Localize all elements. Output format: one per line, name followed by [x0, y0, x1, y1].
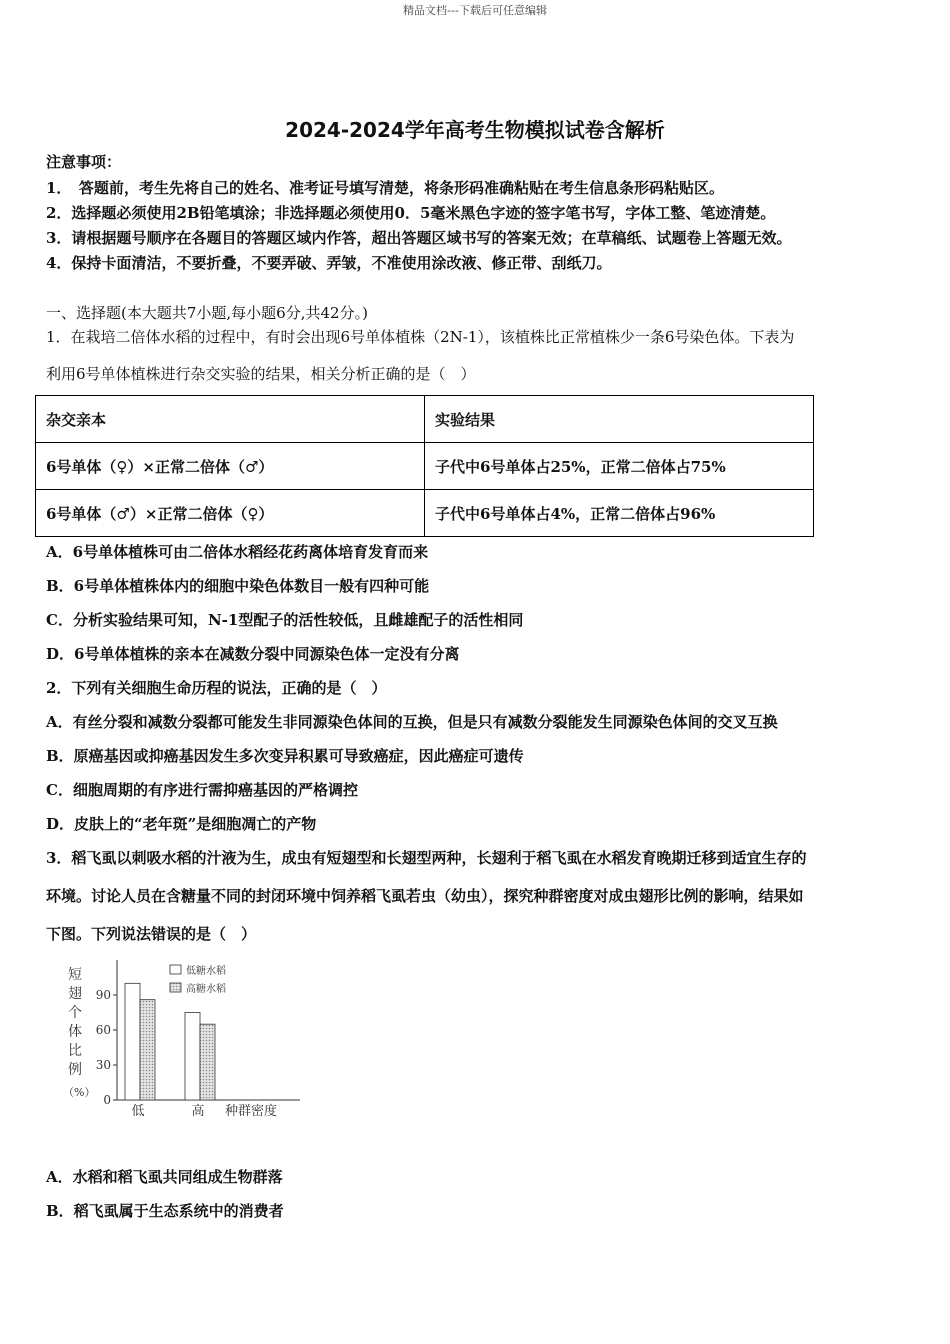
- legend-label-low-sugar: 低糖水稻: [186, 966, 226, 977]
- q3-option-b: B．稻飞虱属于生态系统中的消费者: [46, 1202, 284, 1220]
- q1-option-b: B．6号单体植株体内的细胞中染色体数目一般有四种可能: [46, 577, 430, 595]
- y-tick-label: 0: [103, 1093, 111, 1107]
- q3-stem-line: 下图。下列说法错误的是（ ）: [46, 925, 257, 943]
- x-category-label: 低: [131, 1104, 145, 1119]
- legend-swatch-high-sugar: [170, 983, 181, 992]
- y-axis-label-char: 个: [68, 1005, 82, 1021]
- y-axis-label-char: 翅: [68, 986, 82, 1002]
- bar-high-sugar: [140, 1000, 155, 1100]
- bar-low-sugar: [185, 1013, 200, 1101]
- table-cell: 6号单体（♂）×正常二倍体（♀）: [36, 490, 425, 537]
- document-title: 2024-2024学年高考生物模拟试卷含解析: [285, 118, 665, 142]
- q3-stem-line: 环境。讨论人员在含糖量不同的封闭环境中饲养稻飞虱若虫（幼虫），探究种群密度对成虫翅形比例的影响，结果如: [46, 887, 804, 905]
- table-cell: 6号单体（♀）×正常二倍体（♂）: [36, 443, 425, 490]
- notice-item: 3．请根据题号顺序在各题目的答题区域内作答，超出答题区域书写的答案无效；在草稿纸、试题卷上答题无效。: [46, 229, 792, 247]
- wing-ratio-chart: [55, 952, 305, 1127]
- notice-heading: 注意事项：: [46, 153, 122, 171]
- q1-option-c: C．分析实验结果可知，N-1型配子的活性较低，且雌雄配子的活性相同: [46, 611, 524, 629]
- table-header-cell: 杂交亲本: [36, 396, 425, 443]
- q2-option-c: C．细胞周期的有序进行需抑癌基因的严格调控: [46, 781, 358, 799]
- x-axis-label: 种群密度: [225, 1104, 278, 1119]
- x-categories: [131, 1103, 204, 1119]
- y-axis-label-char: 体: [68, 1024, 82, 1040]
- q2-option-a: A．有丝分裂和减数分裂都可能发生非同源染色体间的互换，但是只有减数分裂能发生同源染色体间的交叉互换: [46, 713, 778, 731]
- bar-low-sugar: [125, 983, 140, 1100]
- table-row: [36, 490, 814, 537]
- table-header-cell: 实验结果: [425, 396, 814, 443]
- notice-item: 4．保持卡面清洁，不要折叠，不要弄破、弄皱，不准使用涂改液、修正带、刮纸刀。: [46, 254, 612, 272]
- q1-stem-line: 1．在栽培二倍体水稻的过程中，有时会出现6号单体植株（2N-1），该植株比正常植株少一条6号染色体。下表为: [46, 328, 795, 346]
- y-axis-label-char: 例: [68, 1062, 82, 1078]
- y-tick-label: 30: [95, 1058, 111, 1072]
- q3-option-a: A．水稻和稻飞虱共同组成生物群落: [46, 1168, 283, 1186]
- q2-option-d: D．皮肤上的“老年斑”是细胞凋亡的产物: [46, 815, 317, 833]
- q2-option-b: B．原癌基因或抑癌基因发生多次变异积累可导致癌症，因此癌症可遗传: [46, 747, 524, 765]
- y-tick-label: 60: [95, 1023, 111, 1037]
- section-heading: 一、选择题(本大题共7小题,每小题6分,共42分。): [46, 304, 368, 322]
- x-category-label: 高: [191, 1104, 205, 1119]
- table-cell: 子代中6号单体占4%，正常二倍体占96%: [425, 490, 814, 537]
- table-row: [36, 396, 814, 443]
- q3-stem-line: 3．稻飞虱以刺吸水稻的汁液为生，成虫有短翅型和长翅型两种，长翅利于稻飞虱在水稻发育晚期迁移到适宜生存的: [46, 849, 807, 867]
- q1-stem-line: 利用6号单体植株进行杂交实验的结果，相关分析正确的是（ ）: [46, 365, 476, 383]
- y-axis-unit: （%）: [63, 1086, 96, 1099]
- page-header: 精品文档---下载后可任意编辑: [403, 4, 547, 17]
- bar-high-sugar: [200, 1024, 215, 1100]
- notice-item: 1． 答题前，考生先将自己的姓名、准考证号填写清楚，将条形码准确粘贴在考生信息条形码粘贴区。: [46, 179, 724, 197]
- q1-option-a: A．6号单体植株可由二倍体水稻经花药离体培育发育而来: [46, 543, 429, 561]
- legend-label-high-sugar: 高糖水稻: [186, 984, 226, 995]
- notice-item: 2．选择题必须使用2B铅笔填涂；非选择题必须使用0．5毫米黑色字迹的签字笔书写，字体工整、笔迹清楚。: [46, 204, 776, 222]
- y-ticks: [96, 988, 117, 1107]
- y-tick-label: 90: [95, 988, 111, 1002]
- cross-results-table: [35, 395, 814, 537]
- y-axis-label: [68, 967, 82, 1078]
- legend-swatch-low-sugar: [170, 965, 181, 974]
- y-axis-label-char: 比: [68, 1043, 82, 1059]
- table-row: [36, 443, 814, 490]
- y-axis-label-char: 短: [68, 967, 82, 983]
- q1-option-d: D．6号单体植株的亲本在减数分裂中同源染色体一定没有分离: [46, 645, 460, 663]
- q2-stem: 2．下列有关细胞生命历程的说法，正确的是（ ）: [46, 679, 387, 697]
- legend: [170, 964, 226, 995]
- bars: [125, 983, 215, 1100]
- table-cell: 子代中6号单体占25%，正常二倍体占75%: [425, 443, 814, 490]
